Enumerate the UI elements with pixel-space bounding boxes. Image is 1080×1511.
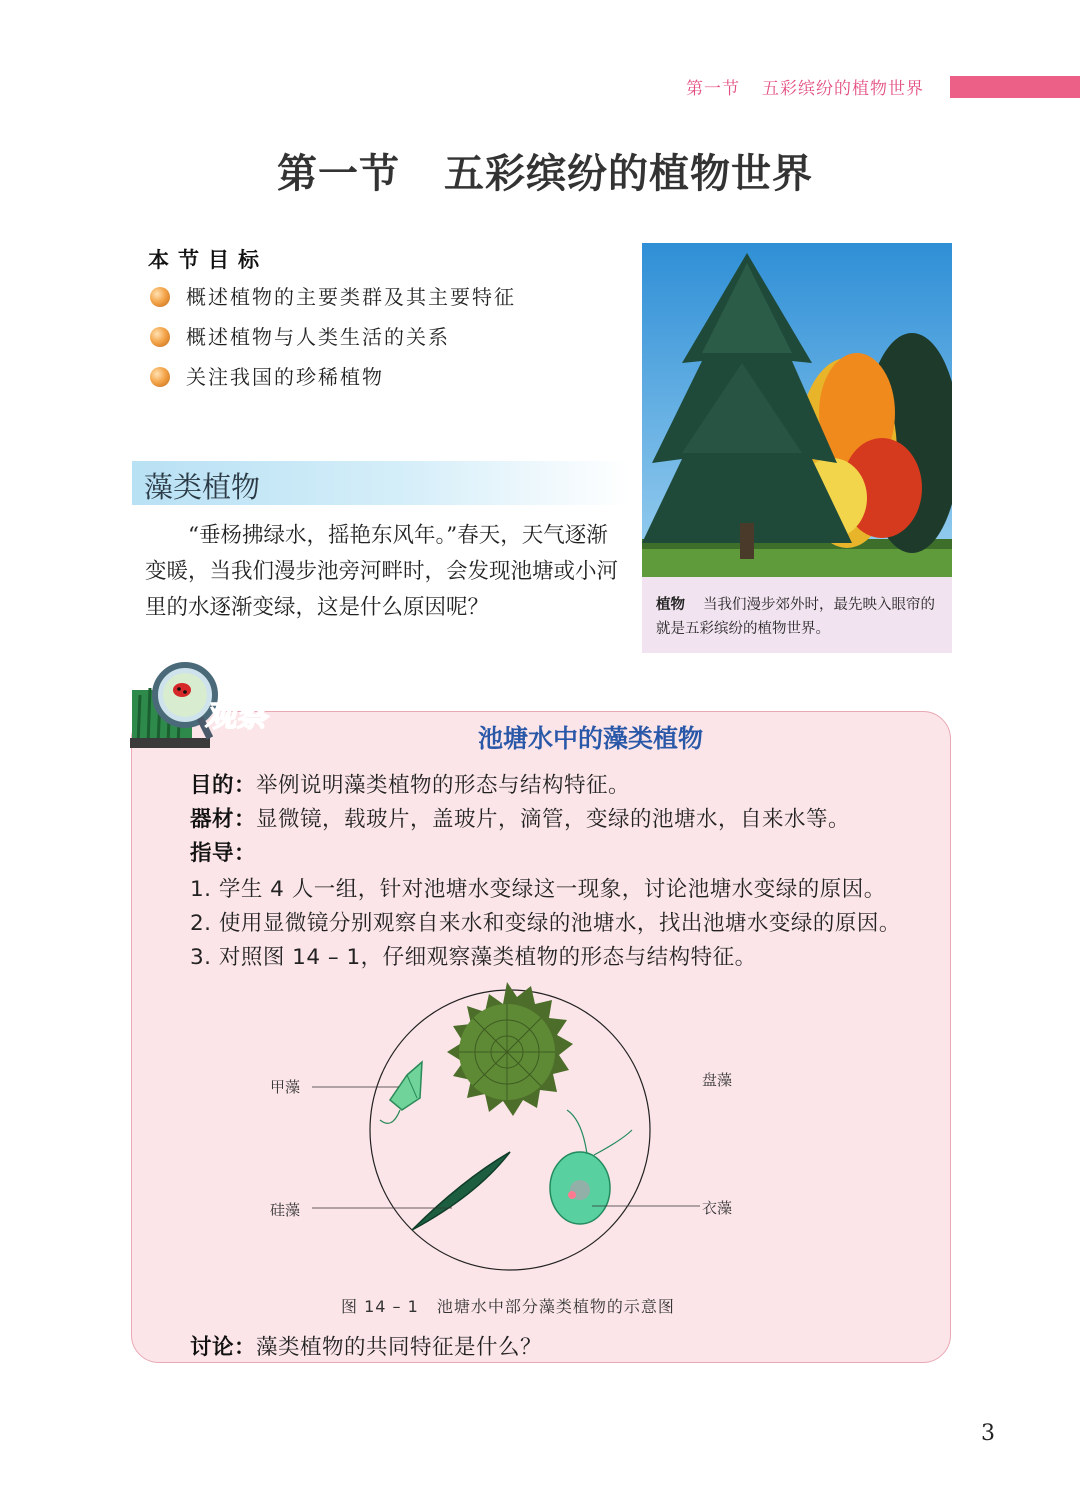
page-number: 3: [981, 1421, 995, 1446]
materials-label: 器材：: [190, 807, 257, 832]
figure-caption-text: 池塘水中部分藻类植物的示意图: [436, 1297, 675, 1316]
orange-ball-bullet-icon: [150, 367, 170, 387]
header-chapter-title: 五彩缤纷的植物世界: [762, 79, 924, 99]
activity-title: 池塘水中的藻类植物: [478, 724, 704, 753]
label-euglena: 甲藻: [270, 1078, 301, 1096]
objective-item: [150, 281, 516, 311]
guide-line: [190, 836, 256, 867]
objectives-heading: 本节目标: [148, 248, 268, 272]
objective-text: 概述植物与人类生活的关系: [186, 325, 450, 349]
purpose-line: [190, 768, 630, 799]
label-diatom: 硅藻: [270, 1201, 301, 1219]
section-title: [0, 142, 1080, 199]
algae-diagram: [262, 980, 782, 1280]
photo-caption: [642, 577, 952, 653]
guide-step: 2. 使用显微镜分别观察自来水和变绿的池塘水，找出池塘水变绿的原因。: [190, 911, 901, 936]
algae-section-heading: [132, 461, 630, 505]
figure-caption: [341, 1294, 675, 1317]
algae-heading-text: 藻类植物: [144, 470, 261, 504]
guide-step: 1. 学生 4 人一组，针对池塘水变绿这一现象，讨论池塘水变绿的原因。: [190, 877, 886, 902]
photo-caption-text: 当我们漫步郊外时，最先映入眼帘的就是五彩缤纷的植物世界。: [656, 597, 935, 637]
objective-text: 概述植物的主要类群及其主要特征: [186, 285, 516, 309]
orange-ball-bullet-icon: [150, 287, 170, 307]
observe-label: 观察: [205, 698, 267, 734]
algae-intro-paragraph: “垂杨拂绿水，摇艳东风年。”春天，天气逐渐变暖，当我们漫步池旁河畔时，会发现池塘或小河里的水逐渐变绿，这是什么原因呢？: [145, 523, 619, 620]
objective-item: [150, 321, 450, 351]
objective-item: [150, 361, 384, 391]
guide-step: 3. 对照图 14 – 1，仔细观察藻类植物的形态与结构特征。: [190, 945, 757, 970]
discussion-line: [190, 1330, 542, 1361]
figure-number: 图 14 – 1: [341, 1297, 419, 1316]
label-pediastrum: 盘藻: [702, 1071, 733, 1089]
photo-caption-label: 植物: [656, 597, 685, 613]
purpose-text: 举例说明藻类植物的形态与结构特征。: [256, 773, 631, 798]
materials-line: [190, 802, 850, 833]
label-chlamydomonas: 衣藻: [702, 1199, 733, 1217]
discussion-label: 讨论：: [190, 1335, 257, 1360]
section-number: 第一节: [277, 151, 400, 197]
section-title-text: 五彩缤纷的植物世界: [444, 151, 813, 197]
header-section-label: 第一节: [686, 79, 740, 99]
objective-text: 关注我国的珍稀植物: [186, 365, 384, 389]
discussion-text: 藻类植物的共同特征是什么？: [256, 1335, 543, 1360]
purpose-label: 目的：: [190, 773, 257, 798]
trees-photo: [642, 243, 952, 577]
materials-text: 显微镜，载玻片，盖玻片，滴管，变绿的池塘水，自来水等。: [256, 807, 851, 832]
orange-ball-bullet-icon: [150, 327, 170, 347]
header-accent-bar: [950, 76, 1080, 98]
running-header: [686, 74, 924, 99]
guide-label: 指导：: [190, 841, 257, 866]
